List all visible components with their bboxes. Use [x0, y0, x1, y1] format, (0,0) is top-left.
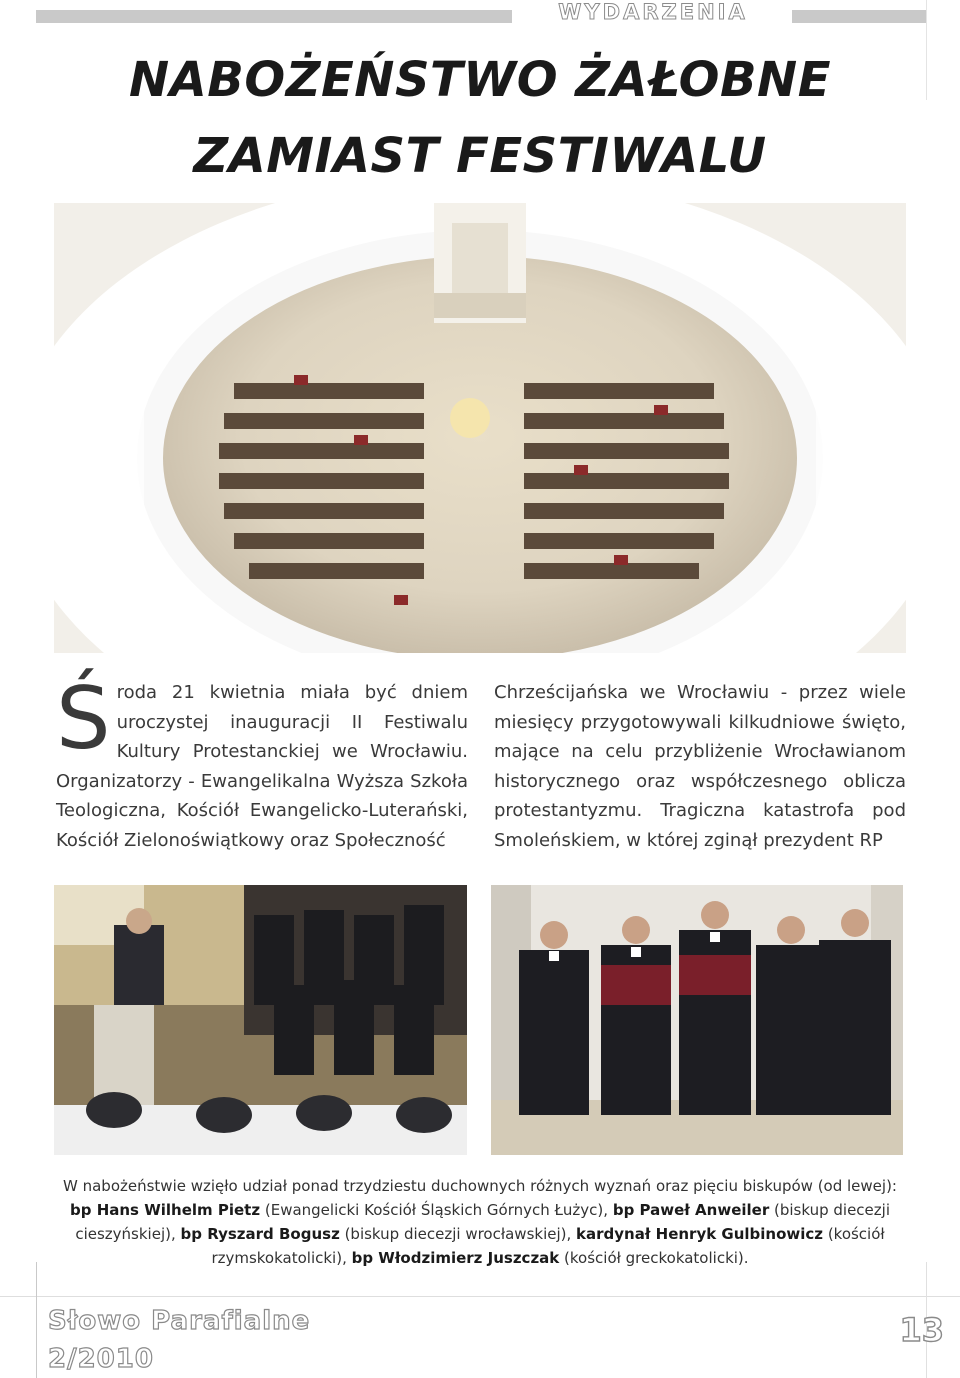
five-bishops-photo [491, 885, 903, 1155]
caption-person-2: bp Paweł Anweiler [612, 1201, 770, 1219]
caption-desc-4: (kościół rzymskokatolicki), [211, 1225, 885, 1267]
caption-desc-3: (biskup diecezji wrocławskiej), [339, 1225, 577, 1243]
section-label: WYDARZENIA [558, 0, 748, 24]
caption-person-3: bp Ryszard Bogusz [180, 1225, 340, 1243]
header-bar-right [792, 10, 926, 23]
caption-intro: W nabożeństwie wzięło udział ponad trzydziestu duchownych różnych wyznań oraz pięciu biskupów (od lewej): [63, 1177, 897, 1195]
header-bar-left [36, 10, 512, 23]
issue-number: 2/2010 [48, 1344, 154, 1374]
magazine-name: Słowo Parafialne [48, 1306, 311, 1336]
article-column-left [56, 669, 468, 855]
caption-desc-1: (Ewangelicki Kościół Śląskich Górnych Łużyc), [260, 1201, 613, 1219]
page-number: 13 [899, 1311, 944, 1349]
headline-line-2: ZAMIAST FESTIWALU [193, 128, 767, 184]
article-column-right [494, 678, 906, 855]
footer-left-rule [36, 1262, 37, 1378]
photo-caption [60, 1174, 900, 1270]
church-interior-photo [54, 203, 906, 653]
article-paragraph-1: roda 21 kwietnia miała być dniem uroczystej inauguracji II Festiwalu Kultury Protestanckiej we Wrocławiu. Organizatorzy - Ewangelikalna Wyższa Szkoła Teologiczna, Kościół Ewangelicko-Luterański, Kościół Zielonoświątkowy oraz Społeczność [56, 682, 468, 851]
page-edge-line [926, 0, 927, 100]
speaker-at-lectern-photo [54, 885, 467, 1155]
caption-desc-2: (biskup diecezji cieszyńskiej), [75, 1201, 890, 1243]
footer-divider [0, 1296, 960, 1297]
caption-person-4: kardynał Henryk Gulbinowicz [576, 1225, 824, 1243]
drop-cap: Ś [56, 669, 111, 769]
caption-person-5: bp Włodzimierz Juszczak [351, 1249, 560, 1267]
caption-person-1: bp Hans Wilhelm Pietz [70, 1201, 261, 1219]
article-paragraph-2: Chrześcijańska we Wrocławiu - przez wiele miesięcy przygotowywali kilkudniowe święto, mające na celu przybliżenie Wrocławianom historycznego oraz współczesnego oblicza protestantyzmu. Tragiczna katastrofa pod Smoleńskiem, w której zginął prezydent RP [494, 682, 906, 851]
headline-line-1: NABOŻEŃSTWO ŻAŁOBNE [128, 52, 832, 108]
caption-desc-5: (kościół greckokatolicki). [559, 1249, 749, 1267]
